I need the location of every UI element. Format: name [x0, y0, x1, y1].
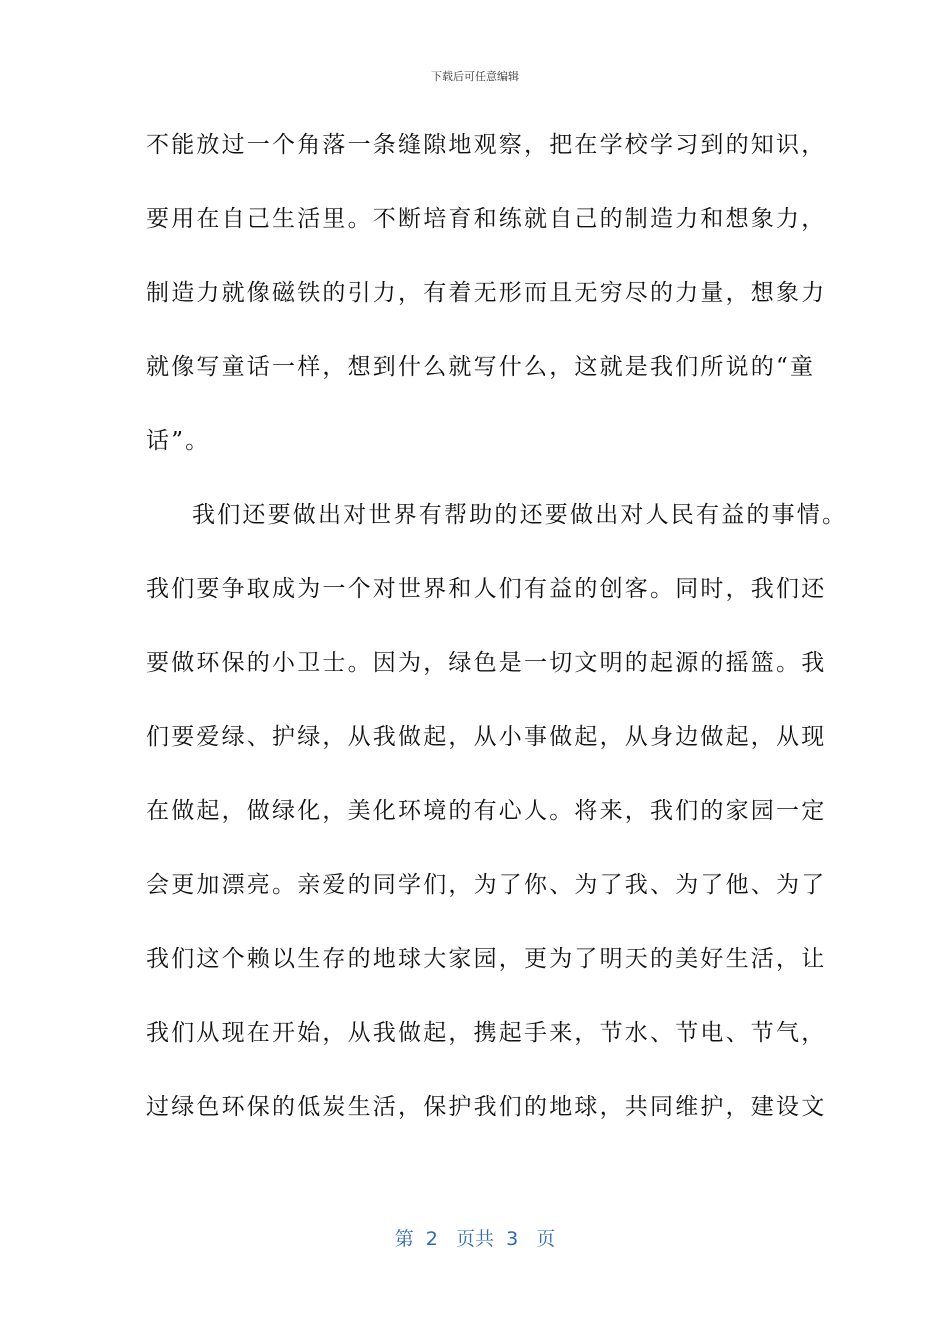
header-note: 下载后可任意编辑: [431, 70, 519, 83]
paragraph-first-line: 我们还要做出对世界有帮助的还要做出对人民有益的事情。: [192, 502, 848, 528]
text-line: 要用在自己生活里。不断培育和练就自己的制造力和想象力，: [146, 206, 827, 232]
page-number: 第 2 页共 3 页: [394, 1228, 556, 1250]
document-body: [146, 120, 848, 1156]
text-line: 话”。: [146, 428, 211, 454]
text-line: 在做起，做绿化，美化环境的有心人。将来，我们的家园一定: [146, 798, 827, 824]
text-line: 我们从现在开始，从我做起，携起手来，节水、节电、节气，: [146, 1020, 827, 1046]
text-line: 要做环保的小卫士。因为，绿色是一切文明的起源的摇篮。我: [146, 650, 827, 676]
text-line: 就像写童话一样，想到什么就写什么，这就是我们所说的“童: [146, 354, 816, 380]
text-line: 会更加漂亮。亲爱的同学们，为了你、为了我、为了他、为了: [146, 872, 827, 898]
text-line: 制造力就像磁铁的引力，有着无形而且无穷尽的力量，想象力: [146, 280, 827, 306]
text-line: 不能放过一个角落一条缝隙地观察，把在学校学习到的知识，: [146, 132, 827, 158]
text-line: 过绿色环保的低炭生活，保护我们的地球，共同维护，建设文: [146, 1094, 827, 1120]
text-line: 我们要争取成为一个对世界和人们有益的创客。同时，我们还: [146, 576, 827, 602]
text-line: 们要爱绿、护绿，从我做起，从小事做起，从身边做起，从现: [146, 724, 827, 750]
text-line: 我们这个赖以生存的地球大家园，更为了明天的美好生活，让: [146, 946, 827, 972]
